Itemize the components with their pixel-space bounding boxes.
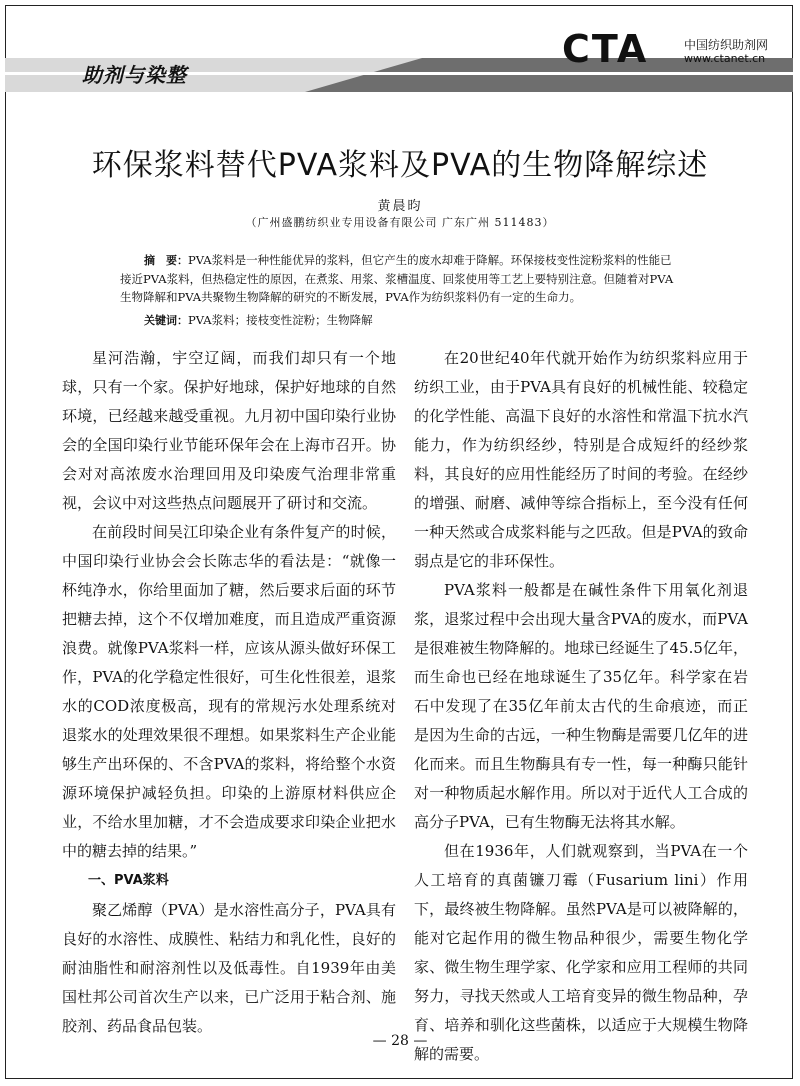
section-label: 助剂与染整 (82, 63, 187, 87)
abstract-label: 摘 要： (144, 254, 188, 267)
abstract-text: PVA浆料是一种性能优异的浆料，但它产生的废水却难于降解。环保接枝变性淀粉浆料的性能已接近PVA浆料，但热稳定性的原因，在煮浆、用浆、浆槽温度、回浆使用等工艺上要特别注意。但随着对PVA生物降解和PVA共聚物生物降解的研究的不断发展，PVA作为纺织浆料仍有一定的生命力。 (120, 253, 674, 304)
body-paragraph: 在20世纪40年代就开始作为纺织浆料应用于纺织工业，由于PVA具有良好的机械性能、较稳定的化学性能、高温下良好的水溶性和常温下抗水汽能力，作为纺织经纱，特别是合成短纤的经纱浆料，其良好的应用性能经历了时间的考验。在经纱的增强、耐磨、减伸等综合指标上，至今没有任何一种天然或合成浆料能与之匹敌。但是PVA的致命弱点是它的非环保性。 (414, 349, 748, 570)
article-author: 黄晨昀 (377, 199, 423, 214)
body-paragraph: 但在1936年，人们就观察到，当PVA在一个人工培育的真菌镰刀霉（Fusarium lini）作用下，最终被生物降解。虽然PVA是可以被降解的，能对它起作用的微生物品种很少，需要生物化学家、微生物生理学家、化学家和应用工程师的共同努力，寻找天然或人工培育变异的微生物品种，孕育、培养和驯化这些菌株，以适应于大规模生物降解的需要。 (414, 842, 748, 1063)
body-paragraph: 在前段时间吴江印染企业有条件复产的时候，中国印染行业协会会长陈志华的看法是：“就像一杯纯净水，你给里面加了糖，然后要求后面的环节把糖去掉，这个不仅增加难度，而且造成严重资源浪费。就像PVA浆料一样，应该从源头做好环保工作，PVA的化学稳定性很好，可生化性很差，退浆水的COD浓度极高，现有的常规污水处理系统对退浆水的处理效果很不理想。如果浆料生产企业能够生产出环保的、不含PVA的浆料，将给整个水资源环境保护减轻负担。印染的上游原材料供应企业，不给水里加糖，才不会造成要求印染企业把水中的糖去掉的结果。” (62, 523, 396, 860)
keywords-text: PVA浆料；接枝变性淀粉；生物降解 (188, 313, 373, 327)
site-url: www.ctanet.cn (684, 52, 766, 65)
article-affiliation: （广州盛鹏纺织业专用设备有限公司 广东广州 511483） (245, 216, 555, 229)
body-paragraph: 星河浩瀚，宇空辽阔，而我们却只有一个地球，只有一个家。保护好地球，保护好地球的自然环境，已经越来越受重视。九月初中国印染行业协会的全国印染行业节能环保年会在上海市召开。协会对对高浓废水治理回用及印染废气治理非常重视，会议中对这些热点问题展开了研讨和交流。 (62, 349, 396, 512)
cta-site (684, 38, 794, 66)
abstract (120, 251, 680, 306)
body-column-left (62, 344, 396, 1041)
body-column-right (414, 344, 748, 1069)
body-paragraph: 聚乙烯醇（PVA）是水溶性高分子，PVA具有良好的水溶性、成膜性、粘结力和乳化性，良好的耐油脂性和耐溶剂性以及低毒性。自1939年由美国杜邦公司首次生产以来，已广泛用于粘合剂、施胶剂、药品食品包装。 (62, 901, 396, 1035)
section-heading: 一、PVA浆料 (88, 873, 169, 888)
article-title: 环保浆料替代PVA浆料及PVA的生物降解综述 (91, 148, 709, 183)
keywords-label: 关键词： (144, 314, 188, 327)
page-number: — 28 — (372, 1033, 428, 1049)
site-name: 中国纺织助剂网 (684, 38, 769, 52)
cta-logo: CTA (562, 27, 649, 71)
body-paragraph: PVA浆料一般都是在碱性条件下用氧化剂退浆，退浆过程中会出现大量含PVA的废水，而PVA是很难被生物降解的。地球已经诞生了45.5亿年，而生命也已经在地球诞生了35亿年。科学家在岩石中发现了在35亿年前太古代的生命痕迹，而正是因为生命的古远，一种生物酶是需要几亿年的进化而来。而且生物酶具有专一性，每一种酶只能针对一种物质起水解作用。所以对于近代人工合成的高分子PVA，已有生物酶无法将其水解。 (414, 581, 748, 831)
keywords (144, 311, 684, 330)
